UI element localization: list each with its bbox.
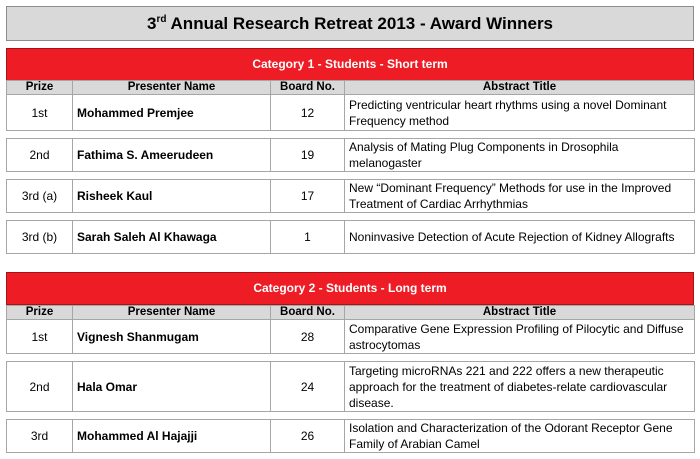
table-row: [7, 139, 695, 172]
abstract-cell: Isolation and Characterization of the Odorant Receptor Gene Family of Arabian Camel: [345, 420, 695, 453]
prize-cell: 3rd (a): [7, 180, 73, 213]
abstract-cell: Comparative Gene Expression Profiling of Pilocytic and Diffuse astrocytomas: [345, 320, 695, 354]
table-row: [7, 180, 695, 213]
category-2-header: Category 2 - Students - Long term: [6, 272, 694, 305]
abstract-cell: Noninvasive Detection of Acute Rejection of Kidney Allografts: [345, 221, 695, 254]
row-spacer: [7, 354, 695, 362]
page-title: [6, 6, 694, 41]
abstract-cell: New “Dominant Frequency” Methods for use in the Improved Treatment of Cardiac Arrhythmias: [345, 180, 695, 213]
table-header-row: [7, 81, 695, 95]
category-1-table: [6, 80, 695, 254]
prize-cell: 1st: [7, 95, 73, 131]
row-spacer: [7, 131, 695, 139]
table-header-row: [7, 306, 695, 320]
table-row: [7, 362, 695, 412]
abstract-cell: Analysis of Mating Plug Components in Drosophila melanogaster: [345, 139, 695, 172]
board-cell: 17: [271, 180, 345, 213]
title-ordinal: 3: [146, 14, 157, 33]
board-cell: 28: [271, 320, 345, 354]
board-cell: 19: [271, 139, 345, 172]
prize-cell: 2nd: [7, 139, 73, 172]
presenter-cell: Mohammed Premjee: [73, 95, 271, 131]
abstract-cell: Predicting ventricular heart rhythms using a novel Dominant Frequency method: [345, 95, 695, 131]
prize-cell: 3rd: [7, 420, 73, 453]
row-spacer: [7, 172, 695, 180]
col-presenter: Presenter Name: [73, 81, 271, 95]
row-spacer: [7, 213, 695, 221]
category-1-header: Category 1 - Students - Short term: [6, 48, 694, 81]
prize-cell: 2nd: [7, 362, 73, 412]
table-row: [7, 420, 695, 453]
col-abstract: Abstract Title: [345, 306, 695, 320]
board-cell: 12: [271, 95, 345, 131]
presenter-cell: Vignesh Shanmugam: [73, 320, 271, 354]
col-board: Board No.: [271, 81, 345, 95]
row-spacer: [7, 412, 695, 420]
col-board: Board No.: [271, 306, 345, 320]
table-row: [7, 95, 695, 131]
board-cell: 26: [271, 420, 345, 453]
board-cell: 1: [271, 221, 345, 254]
presenter-cell: Hala Omar: [73, 362, 271, 412]
abstract-cell: Targeting microRNAs 221 and 222 offers a new therapeutic approach for the treatment of diabetes-relate cardiovascular disease.: [345, 362, 695, 412]
table-row: [7, 320, 695, 354]
prize-cell: 1st: [7, 320, 73, 354]
col-abstract: Abstract Title: [345, 81, 695, 95]
presenter-cell: Mohammed Al Hajajji: [73, 420, 271, 453]
title-ordinal-suffix: rd: [156, 14, 167, 25]
table-row: [7, 221, 695, 254]
category-2-table: [6, 305, 695, 453]
title-text: Annual Research Retreat 2013 - Award Winners: [166, 14, 554, 33]
presenter-cell: Fathima S. Ameerudeen: [73, 139, 271, 172]
col-presenter: Presenter Name: [73, 306, 271, 320]
col-prize: Prize: [7, 306, 73, 320]
prize-cell: 3rd (b): [7, 221, 73, 254]
board-cell: 24: [271, 362, 345, 412]
presenter-cell: Risheek Kaul: [73, 180, 271, 213]
presenter-cell: Sarah Saleh Al Khawaga: [73, 221, 271, 254]
col-prize: Prize: [7, 81, 73, 95]
